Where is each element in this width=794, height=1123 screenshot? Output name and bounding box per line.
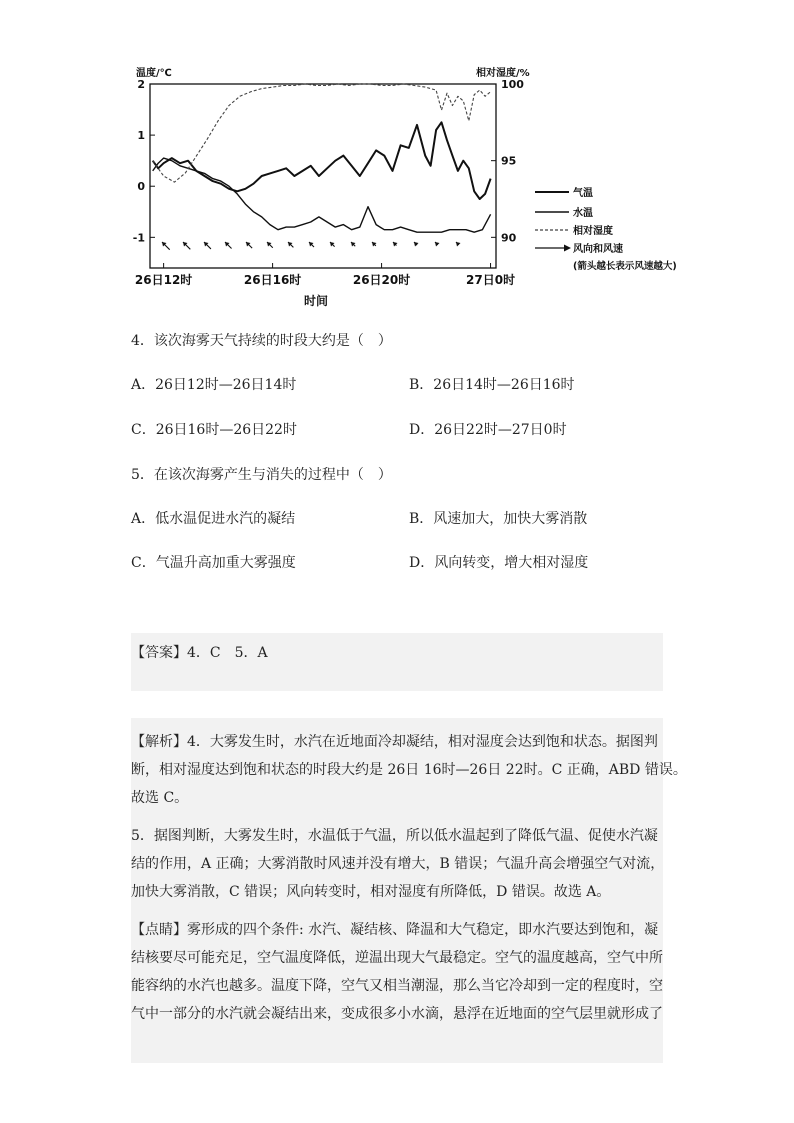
analysis-line: 5．据图判断，大雾发生时，水温低于气温，所以低水温起到了降低气温、促使水汽凝	[131, 828, 658, 844]
chart-legend	[535, 186, 677, 272]
y-right-tick-label: 90	[501, 231, 517, 245]
y-left-tick-label: 1	[137, 129, 145, 143]
series-water-temperature	[153, 158, 491, 232]
question-5: 5．在该次海雾产生与消失的过程中（ ）	[131, 467, 392, 483]
analysis-line: 能容纳的水汽也越多。温度下降，空气又相当潮湿，那么当它冷却到一定的程度时，空	[131, 978, 663, 994]
y-right-axis-title: 相对湿度/%	[476, 68, 530, 79]
q5-option-d: D．风向转变，增大相对湿度	[409, 555, 589, 571]
q5-option-c: C．气温升高加重大雾强度	[131, 555, 296, 571]
wind-arrow-head	[456, 242, 461, 247]
wind-arrow-head	[435, 242, 440, 247]
x-tick-label: 27日0时	[466, 273, 516, 287]
plot-frame	[150, 84, 496, 268]
x-axis-title: 时间	[303, 294, 329, 308]
y-left-tick-label: 2	[137, 78, 145, 91]
analysis-line: 【点睛】雾形成的四个条件: 水汽、凝结核、降温和大气稳定，即水汽要达到饱和，凝	[131, 922, 659, 938]
q5-option-a: A．低水温促进水汽的凝结	[131, 511, 296, 527]
y-right-tick-label: 95	[501, 154, 517, 168]
legend-label: 水温	[573, 208, 593, 219]
answer-text: 【答案】4．C 5．A	[131, 645, 268, 661]
y-left-tick-label: -1	[132, 231, 145, 245]
analysis-line: 气中一部分的水汽就会凝结出来，变成很多小水滴，悬浮在近地面的空气层里就形成了	[131, 1006, 663, 1022]
x-tick-label: 26日20时	[352, 273, 411, 287]
analysis-line: 加快大雾消散，C 错误；风向转变时，相对湿度有所降低，D 错误。故选 A。	[131, 884, 611, 900]
chart-series-group	[153, 84, 491, 232]
y-left-axis-title: 温度/℃	[136, 68, 172, 79]
q4-option-a: A．26日12时—26日14时	[131, 377, 297, 393]
analysis-line: 故选 C。	[131, 790, 189, 806]
question-4: 4．该次海雾天气持续的时段大约是（ ）	[131, 333, 392, 349]
analysis-line: 断，相对湿度达到饱和状态的时段大约是 26日 16时—26日 22时。C 正确，ABD 错误。	[131, 762, 687, 778]
analysis-box	[131, 718, 687, 1063]
x-tick-label: 26日12时	[134, 273, 193, 287]
legend-note: (箭头越长表示风速越大)	[573, 261, 677, 272]
legend-label: 相对湿度	[573, 226, 613, 237]
q4-option-c: C．26日16时—26日22时	[131, 422, 297, 438]
answer-box	[131, 633, 663, 691]
x-tick-label: 26日16时	[243, 273, 302, 287]
wind-arrow-head	[414, 242, 419, 247]
legend-arrow-head	[564, 245, 571, 252]
weather-line-chart	[130, 60, 710, 315]
wind-arrows-group	[162, 242, 461, 250]
legend-label: 风向和风速	[573, 244, 623, 255]
series-relative-humidity	[153, 84, 491, 182]
q4-option-d: D．26日22时—27日0时	[409, 422, 567, 438]
q5-option-b: B．风速加大，加快大雾消散	[409, 511, 588, 527]
y-right-tick-label: 100	[501, 78, 524, 91]
series-air-temperature	[153, 122, 491, 199]
legend-label: 气温	[573, 188, 593, 199]
chart-frame	[136, 66, 530, 308]
analysis-line: 结核要尽可能充足，空气温度降低，逆温出现大气最稳定。空气的温度越高，空气中所	[131, 950, 663, 966]
q4-option-b: B．26日14时—26日16时	[409, 377, 575, 393]
analysis-line: 结的作用，A 正确；大雾消散时风速并没有增大，B 错误；气温升高会增强空气对流，	[131, 856, 665, 872]
y-left-tick-label: 0	[137, 180, 145, 194]
analysis-line: 【解析】4．大雾发生时，水汽在近地面冷却凝结，相对湿度会达到饱和状态。据图判	[131, 734, 658, 750]
wind-arrow-head	[393, 242, 398, 247]
